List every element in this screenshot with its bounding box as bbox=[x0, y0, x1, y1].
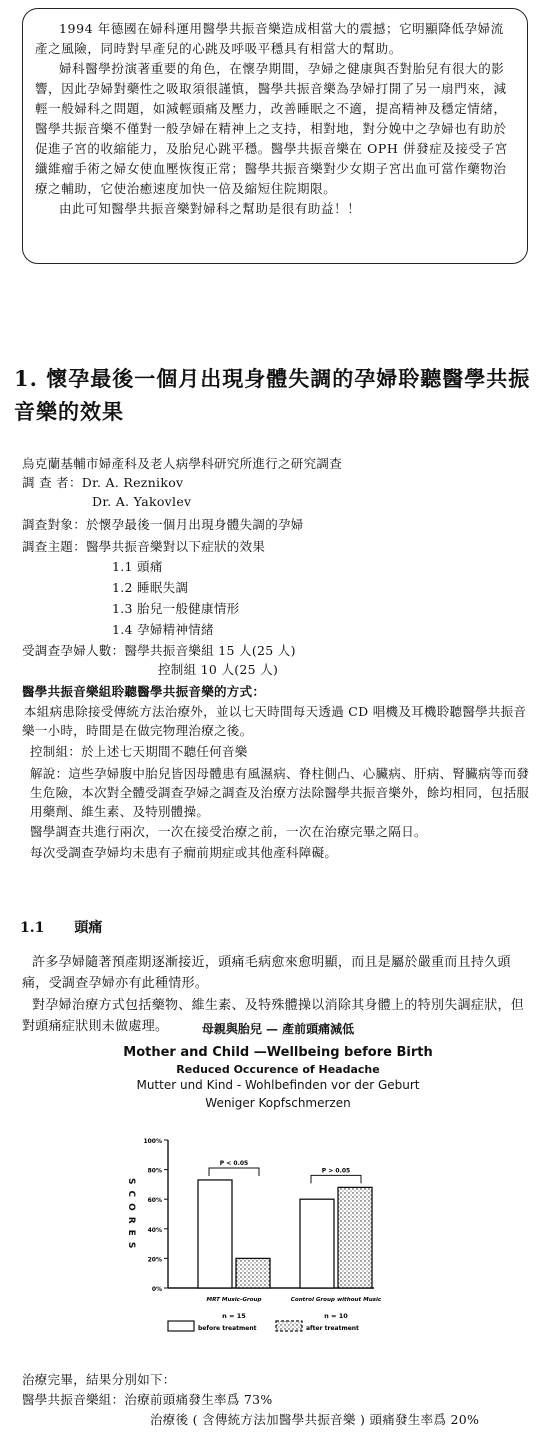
subsection-heading bbox=[20, 917, 102, 937]
category-label: Control Group without Music bbox=[290, 1297, 382, 1303]
bar-before-0 bbox=[198, 1180, 232, 1288]
none-line: 每次受調查孕婦均未患有子癇前期症或其他產科障礙。 bbox=[30, 845, 338, 860]
y-tick-label: 100% bbox=[143, 1138, 162, 1145]
results-intro: 治療完畢，結果分別如下： bbox=[22, 1372, 176, 1387]
y-tick-label: 20% bbox=[147, 1256, 162, 1264]
significance-bracket bbox=[209, 1168, 259, 1176]
y-tick-label: 40% bbox=[147, 1226, 162, 1234]
legend-swatch-after bbox=[276, 1321, 302, 1331]
results-line-1: 醫學共振音樂組：治療前頭痛發生率爲 73% bbox=[22, 1392, 273, 1407]
subject-line: 調查對象：於懷孕最後一個月出現身體失調的孕婦 bbox=[22, 517, 304, 532]
y-tick-label: 80% bbox=[147, 1167, 162, 1175]
bar-after-0 bbox=[236, 1258, 270, 1288]
count-line-2: 控制組 10 人(25 人) bbox=[158, 662, 279, 677]
topic-item-2: 1.2 睡眠失調 bbox=[112, 580, 189, 595]
chart-title-de-1: Mutter und Kind - Wohlbefinden vor der Geburt bbox=[136, 1078, 420, 1092]
intro-paragraph-2: 婦科醫學扮演著重要的角色，在懷孕期間，孕婦之健康與否對胎兒有很大的影響，因此孕婦對藥性之吸取須很謹慎，醫學共振音樂為孕婦打開了另一扇門來，減輕一般婦科之問題，如減輕頭痛及壓力，改善睡眠之不適，提高精神及穩定情緒，醫學共振音樂不僅對一般孕婦在精神上之支持，相對地，對分娩中之孕婦也有助於促進子宮的收縮能力，及胎兒心跳平穩。醫學共振音樂在 OPH 併發症及接受子宮纖維瘤手術之婦女使血壓恢復正常；醫學共振音樂對少女期子宮出血可當作藥物治療之輔助，它使治癒速度加快一倍及縮短住院期限。 bbox=[35, 61, 508, 196]
intro-box bbox=[22, 8, 528, 264]
investigator-2: Dr. A. Yakovlev bbox=[92, 494, 192, 509]
chart-title-zh: 母親與胎兒 — 產前頭痛減低 bbox=[201, 1022, 355, 1036]
significance-label: P < 0.05 bbox=[219, 1159, 249, 1167]
significance-bracket bbox=[311, 1175, 361, 1183]
subsection-number: 1.1 bbox=[20, 920, 45, 936]
y-tick-label: 60% bbox=[147, 1197, 162, 1205]
bar-after-1 bbox=[338, 1187, 372, 1288]
topic-item-4: 1.4 孕婦精神情緒 bbox=[112, 622, 214, 637]
topic-item-1: 1.1 頭痛 bbox=[112, 559, 163, 574]
chart-title-en-2: Reduced Occurence of Headache bbox=[176, 1063, 380, 1076]
explain-text: 解說：這些孕婦腹中胎兒皆因母體患有風濕病、脊柱側凸、心臟病、肝病、腎臟病等而發生危險，本次對全體受調查孕婦之調查及治療方法除醫學共振音樂外，餘均相同，包括服用藥劑、維生素、及特別體操。 bbox=[30, 766, 530, 819]
category-n-label: n = 10 bbox=[324, 1312, 348, 1320]
results-line-2: 治療後 ( 含傳統方法加醫學共振音樂 ) 頭痛發生率爲 20% bbox=[150, 1412, 480, 1427]
intro-paragraph-1: 1994 年德國在婦科運用醫學共振音樂造成相當大的震撼；它明顯降低孕婦流產之風險，同時對早產兒的心跳及呼吸平穩具有相當大的幫助。 bbox=[35, 21, 504, 56]
legend-swatch-before bbox=[168, 1321, 194, 1331]
institute-line: 烏克蘭基輔市婦產科及老人病學科研究所進行之研究調查 bbox=[22, 456, 343, 471]
count-line-1: 受調查孕婦人數：醫學共振音樂組 15 人(25 人) bbox=[22, 643, 296, 658]
bar-before-1 bbox=[300, 1199, 334, 1288]
investigator-line bbox=[22, 473, 183, 492]
significance-label: P > 0.05 bbox=[321, 1167, 351, 1175]
intro-conclusion: 由此可知醫學共振音樂對婦科之幫助是很有助益！！ bbox=[59, 201, 361, 216]
category-label: MRT Music-Group bbox=[206, 1297, 262, 1303]
chart-title-en-1: Mother and Child —Wellbeing before Birth bbox=[123, 1045, 433, 1060]
subsection-title: 頭痛 bbox=[74, 920, 103, 936]
chart-title-de-2: Weniger Kopfschmerzen bbox=[205, 1096, 351, 1110]
investigator-label: 調 查 者： bbox=[22, 475, 82, 490]
headache-paragraph-1: 許多孕婦隨著預產期逐漸接近，頭痛毛病愈來愈明顯，而且是屬於嚴重而且持久頭痛，受調查孕婦亦有此種情形。 bbox=[22, 955, 511, 991]
survey-line: 醫學調查共進行兩次，一次在接受治療之前，一次在治療完畢之隔日。 bbox=[30, 824, 427, 839]
category-n-label: n = 15 bbox=[222, 1312, 246, 1320]
method-title: 醫學共振音樂組聆聽醫學共振音樂的方式： bbox=[22, 684, 266, 699]
control-line: 控制組：於上述七天期間不聽任何音樂 bbox=[30, 744, 248, 759]
legend-label-before: before treatment bbox=[198, 1325, 257, 1332]
headache-paragraph-2: 對孕婦治療方式包括藥物、維生素、及特殊體操以消除其身體上的特別失調症狀，但對頭痛症狀則未做處理。 bbox=[22, 998, 525, 1034]
y-tick-label: 0% bbox=[151, 1286, 162, 1293]
bar-chart bbox=[0, 1120, 556, 1350]
y-axis-label: SCORES bbox=[126, 1178, 136, 1255]
legend-label-after: after treatment bbox=[306, 1325, 359, 1332]
method-text: 本組病患除接受傳統方法治療外，並以七天時間每天透過 CD 唱機及耳機聆聽醫學共振音樂一小時，時間是在做完物理治療之後。 bbox=[22, 704, 527, 738]
topic-line: 調查主題：醫學共振音樂對以下症狀的效果 bbox=[22, 539, 266, 554]
section-heading: 1. 懷孕最後一個月出現身體失調的孕婦聆聽醫學共振音樂的效果 bbox=[14, 366, 531, 424]
topic-item-3: 1.3 胎兒一般健康情形 bbox=[112, 601, 240, 616]
investigator-1: Dr. A. Reznikov bbox=[81, 475, 184, 490]
